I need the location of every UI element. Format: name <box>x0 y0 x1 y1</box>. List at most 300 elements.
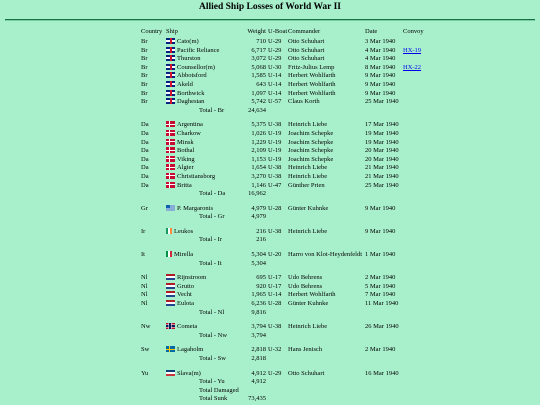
ship-cell <box>166 291 247 300</box>
total-damaged-value <box>247 387 266 396</box>
commander-cell: Otto Schuhart <box>288 38 325 45</box>
ship-name: Daghestan <box>177 98 205 106</box>
commander-cell: Otto Schuhart <box>288 46 325 54</box>
date-cell: 7 Mar 1940 <box>365 291 396 299</box>
commander-cell: Otto Schuhart <box>288 369 325 377</box>
ship-name: Eulota <box>177 300 194 308</box>
convoy-cell <box>403 283 424 292</box>
total-value: 16,962 <box>248 190 266 198</box>
table-row <box>141 251 424 260</box>
total-damaged-row <box>141 387 424 396</box>
date-cell: 4 Mar 1940 <box>365 55 396 63</box>
table-row <box>141 47 424 56</box>
commander-cell: Harro von Klot-Heydenfeldt <box>288 251 363 259</box>
commander-cell: Udo Behrens <box>288 274 323 282</box>
country-cell: Da <box>141 164 149 172</box>
date-cell: 11 Mar 1940 <box>365 300 399 308</box>
date-cell: 26 Mar 1940 <box>365 323 399 331</box>
table-row <box>141 300 424 309</box>
commander-cell: Heinrich Liebe <box>288 164 328 172</box>
commander-cell: Heinrich Liebe <box>288 172 328 180</box>
flag-br-icon <box>166 81 175 87</box>
total-row <box>141 260 424 269</box>
ship-name: Algier <box>177 164 194 172</box>
ship-cell <box>166 64 247 73</box>
weight-cell: 4,912 <box>251 369 266 377</box>
uboat-cell: U-29 <box>268 55 282 63</box>
flag-br-icon <box>166 38 175 44</box>
weight-cell: 6,717 <box>251 46 266 54</box>
header-weight: Weight <box>247 28 266 36</box>
date-cell: 9 Mar 1940 <box>365 80 396 88</box>
uboat-cell: U-14 <box>268 72 282 80</box>
weight-cell: 4,979 <box>251 204 266 212</box>
date-cell: 9 Mar 1940 <box>365 72 396 80</box>
table-row <box>141 323 424 332</box>
date-cell: 20 Mar 1940 <box>365 155 399 163</box>
total-value: 24,634 <box>248 106 266 114</box>
country-cell: Nw <box>141 323 151 331</box>
uboat-cell: U-38 <box>268 121 282 129</box>
convoy-cell <box>403 47 424 56</box>
ship-name: Bothal <box>177 147 195 155</box>
weight-cell: 695 <box>256 274 266 282</box>
table-row <box>141 90 424 99</box>
flag-da-icon <box>166 147 175 153</box>
country-cell: Da <box>141 121 149 129</box>
country-cell: Br <box>141 98 148 106</box>
ship-name: Counsellor(m) <box>177 63 215 71</box>
flag-nl-icon <box>166 274 175 280</box>
table-row <box>141 173 424 182</box>
total-value: 4,979 <box>251 213 266 221</box>
uboat-cell: U-38 <box>268 172 282 180</box>
convoy-link[interactable]: HX-22 <box>403 63 422 71</box>
convoy-cell <box>403 164 424 173</box>
date-cell: 25 Mar 1940 <box>365 98 399 106</box>
ship-name: Slava(m) <box>177 369 201 377</box>
total-row <box>141 378 424 387</box>
table-row <box>141 121 424 130</box>
total-label: Total - Gr <box>199 213 225 221</box>
ship-cell <box>166 173 247 182</box>
flag-da-icon <box>166 121 175 127</box>
total-label: Total - Ir <box>199 236 223 244</box>
flag-br-icon <box>166 47 175 53</box>
country-cell: Br <box>141 46 148 54</box>
flag-nw-icon <box>166 323 175 329</box>
uboat-cell: U-29 <box>268 369 282 377</box>
commander-cell: Günther Prien <box>288 181 325 189</box>
convoy-cell <box>403 205 424 214</box>
ship-cell <box>166 139 247 148</box>
total-row <box>141 309 424 318</box>
convoy-cell <box>403 38 424 47</box>
flag-br-icon <box>166 64 175 70</box>
ship-name: Lagaholm <box>177 346 204 354</box>
weight-cell: 216 <box>256 227 266 235</box>
flag-br-icon <box>166 72 175 78</box>
ship-name: Grutto <box>177 282 194 290</box>
weight-cell: 3,794 <box>251 323 266 331</box>
weight-cell: 1,229 <box>251 138 266 146</box>
country-cell: Br <box>141 80 148 88</box>
table-row <box>141 228 424 237</box>
ship-cell <box>166 81 247 90</box>
table-row <box>141 205 424 214</box>
ship-cell <box>166 47 247 56</box>
ship-name: Rijnstroom <box>177 274 207 282</box>
ship-cell <box>166 182 247 191</box>
total-label: Total - Nl <box>199 308 225 316</box>
table-row <box>141 283 424 292</box>
convoy-cell <box>403 55 424 64</box>
weight-cell: 920 <box>256 282 266 290</box>
ship-cell <box>166 205 247 214</box>
ship-name: Leukos <box>174 227 194 235</box>
commander-cell: Joachim Schepke <box>288 147 334 155</box>
date-cell: 21 Mar 1940 <box>365 172 399 180</box>
flag-da-icon <box>166 139 175 145</box>
horizontal-rule <box>5 19 535 21</box>
table-row <box>141 98 424 107</box>
uboat-cell: U-38 <box>268 227 282 235</box>
total-value: 3,794 <box>251 331 266 339</box>
header-country: Country <box>141 28 163 36</box>
weight-cell: 1,146 <box>251 181 266 189</box>
weight-cell: 2,109 <box>251 147 266 155</box>
weight-cell: 1,654 <box>251 164 266 172</box>
ship-cell <box>166 323 247 332</box>
convoy-cell <box>403 72 424 81</box>
convoy-cell <box>403 90 424 99</box>
commander-cell: Heinrich Liebe <box>288 227 328 235</box>
commander-cell: Joachim Schepke <box>288 155 334 163</box>
ship-cell <box>166 251 247 260</box>
ship-name: Thurston <box>177 55 201 63</box>
total-value: 4,912 <box>251 378 266 386</box>
uboat-cell: U-47 <box>268 181 282 189</box>
total-label: Total - It <box>199 259 222 267</box>
flag-br-icon <box>166 90 175 96</box>
ship-name: Vecht <box>177 291 192 299</box>
table-row <box>141 291 424 300</box>
header-uboat: U-Boat <box>268 28 288 36</box>
weight-cell: 643 <box>256 80 266 88</box>
weight-cell: 3,270 <box>251 172 266 180</box>
country-cell: Da <box>141 138 149 146</box>
uboat-cell: U-19 <box>268 147 282 155</box>
total-row <box>141 332 424 341</box>
date-cell: 25 Mar 1940 <box>365 181 399 189</box>
table-row <box>141 147 424 156</box>
total-row <box>141 355 424 364</box>
flag-it-icon <box>166 251 172 257</box>
flag-da-icon <box>166 156 175 162</box>
commander-cell: Heinrich Liebe <box>288 323 328 331</box>
ship-name: Cato(m) <box>177 38 199 45</box>
country-cell: Sw <box>141 346 150 354</box>
flag-da-icon <box>166 164 175 170</box>
uboat-cell: U-57 <box>268 98 282 106</box>
ship-name: Cometa <box>177 323 198 331</box>
weight-cell: 2,818 <box>251 346 266 354</box>
commander-cell: Joachim Schepke <box>288 129 334 137</box>
ship-losses-table <box>141 27 424 404</box>
total-sunk-value: 73,435 <box>248 395 266 403</box>
convoy-cell <box>403 81 424 90</box>
ship-name: Abbotsford <box>177 72 207 80</box>
total-label: Total - Nw <box>199 331 228 339</box>
commander-cell: Claus Korth <box>288 98 320 106</box>
table-row <box>141 182 424 191</box>
country-cell: Da <box>141 147 149 155</box>
total-sunk-row <box>141 395 424 404</box>
ship-cell <box>166 228 247 237</box>
country-cell: Gr <box>141 204 148 212</box>
uboat-cell: U-29 <box>268 46 282 54</box>
ship-cell <box>166 55 247 64</box>
ship-cell <box>166 130 247 139</box>
weight-cell: 1,153 <box>251 155 266 163</box>
header-ship: Ship <box>166 28 178 36</box>
country-cell: Nl <box>141 291 148 299</box>
total-row <box>141 107 424 116</box>
country-cell: Br <box>141 38 148 45</box>
uboat-cell: U-29 <box>268 38 282 45</box>
convoy-cell <box>403 98 424 107</box>
date-cell: 2 Mar 1940 <box>365 346 396 354</box>
flag-da-icon <box>166 182 175 188</box>
country-cell: Br <box>141 63 148 71</box>
weight-cell: 5,375 <box>251 121 266 129</box>
total-label: Total - Yu <box>199 378 225 386</box>
country-cell: Da <box>141 172 149 180</box>
weight-cell: 6,236 <box>251 300 266 308</box>
convoy-cell <box>403 173 424 182</box>
convoy-cell <box>403 251 424 260</box>
date-cell: 9 Mar 1940 <box>365 89 396 97</box>
commander-cell: Otto Schuhart <box>288 55 325 63</box>
ship-name: Borthwick <box>177 89 205 97</box>
date-cell: 4 Mar 1940 <box>365 46 396 54</box>
date-cell: 5 Mar 1940 <box>365 282 396 290</box>
ship-name: Argentina <box>177 121 203 129</box>
total-value: 5,304 <box>251 259 266 267</box>
flag-nl-icon <box>166 300 175 306</box>
flag-nl-icon <box>166 291 175 297</box>
country-cell: Nl <box>141 300 148 308</box>
weight-cell: 1,585 <box>251 72 266 80</box>
flag-gr-icon <box>166 205 175 211</box>
date-cell: 17 Mar 1940 <box>365 121 399 129</box>
table-row <box>141 38 424 47</box>
commander-cell: Herbert Wohlfarth <box>288 291 336 299</box>
total-label: Total - Da <box>199 190 226 198</box>
flag-sw-icon <box>166 346 175 352</box>
country-cell: Br <box>141 89 148 97</box>
table-row <box>141 346 424 355</box>
ship-cell <box>166 90 247 99</box>
ship-name: P. Margaronis <box>177 204 213 212</box>
total-label: Total - Br <box>199 106 225 114</box>
date-cell: 3 Mar 1940 <box>365 38 396 45</box>
commander-cell: Günter Kuhnke <box>288 204 329 212</box>
convoy-link[interactable]: HX-19 <box>403 46 422 54</box>
table-row <box>141 274 424 283</box>
flag-da-icon <box>166 173 175 179</box>
total-row <box>141 236 424 245</box>
date-cell: 8 Mar 1940 <box>365 63 396 71</box>
uboat-cell: U-14 <box>268 291 282 299</box>
uboat-cell: U-14 <box>268 80 282 88</box>
country-cell: Br <box>141 55 148 63</box>
ship-cell <box>166 156 247 165</box>
date-cell: 9 Mar 1940 <box>365 227 396 235</box>
date-cell: 1 Mar 1940 <box>365 251 396 259</box>
date-cell: 2 Mar 1940 <box>365 274 396 282</box>
date-cell: 20 Mar 1940 <box>365 147 399 155</box>
uboat-cell: U-19 <box>268 155 282 163</box>
country-cell: Da <box>141 181 149 189</box>
uboat-cell: U-38 <box>268 164 282 172</box>
table-row <box>141 64 424 73</box>
total-value: 9,816 <box>251 308 266 316</box>
table-row <box>141 164 424 173</box>
country-cell: Da <box>141 129 149 137</box>
header-commander: Commander <box>288 28 321 36</box>
uboat-cell: U-30 <box>268 63 282 71</box>
flag-da-icon <box>166 130 175 136</box>
convoy-cell <box>403 147 424 156</box>
weight-cell: 1,026 <box>251 129 266 137</box>
commander-cell: Hans Jenisch <box>288 346 323 354</box>
ship-name: Pacific Reliance <box>177 46 220 54</box>
convoy-cell <box>403 274 424 283</box>
country-cell: Br <box>141 72 148 80</box>
convoy-cell <box>403 130 424 139</box>
ship-cell <box>166 72 247 81</box>
commander-cell: Günter Kuhnke <box>288 300 329 308</box>
convoy-cell <box>403 139 424 148</box>
ship-name: Britta <box>177 181 192 189</box>
convoy-cell <box>403 121 424 130</box>
convoy-cell <box>403 370 424 379</box>
convoy-cell <box>403 291 424 300</box>
flag-yu-icon <box>166 370 175 376</box>
total-row <box>141 190 424 199</box>
total-label: Total - Sw <box>199 355 226 362</box>
convoy-cell <box>403 300 424 309</box>
uboat-cell: U-20 <box>268 251 282 259</box>
uboat-cell: U-19 <box>268 129 282 137</box>
ship-name: Viking <box>177 155 195 163</box>
convoy-cell <box>403 182 424 191</box>
commander-cell: Heinrich Liebe <box>288 121 328 129</box>
ship-cell <box>166 283 247 292</box>
weight-cell: 5,304 <box>251 251 266 259</box>
uboat-cell: U-32 <box>268 346 282 354</box>
country-cell: Nl <box>141 274 148 282</box>
uboat-cell: U-28 <box>268 300 282 308</box>
table-row <box>141 55 424 64</box>
date-cell: 9 Mar 1940 <box>365 204 396 212</box>
ship-cell <box>166 300 247 309</box>
total-sunk-label: Total Sunk <box>199 395 228 403</box>
ship-cell <box>166 38 247 47</box>
convoy-cell <box>403 156 424 165</box>
weight-cell: 5,742 <box>251 98 266 106</box>
ship-name: Mirella <box>174 251 194 259</box>
total-row <box>141 213 424 222</box>
table-row <box>141 156 424 165</box>
table-row <box>141 72 424 81</box>
weight-cell: 1,965 <box>251 291 266 299</box>
commander-cell: Fritz-Julius Lemp <box>288 63 335 71</box>
country-cell: It <box>141 251 145 259</box>
country-cell: Da <box>141 155 149 163</box>
ship-cell <box>166 98 247 107</box>
uboat-cell: U-14 <box>268 89 282 97</box>
header-date: Date <box>365 28 378 36</box>
ship-cell <box>166 346 247 355</box>
total-value: 2,818 <box>251 355 266 362</box>
date-cell: 21 Mar 1940 <box>365 164 399 172</box>
header-convoy: Convoy <box>403 28 424 36</box>
uboat-cell: U-17 <box>268 274 282 282</box>
country-cell: Nl <box>141 282 148 290</box>
date-cell: 16 Mar 1940 <box>365 369 399 377</box>
header-row <box>141 27 424 38</box>
commander-cell: Udo Behrens <box>288 282 323 290</box>
uboat-cell: U-17 <box>268 282 282 290</box>
table-row <box>141 130 424 139</box>
ship-name: Minsk <box>177 138 194 146</box>
table-row <box>141 81 424 90</box>
ship-name: Charkow <box>177 129 201 137</box>
uboat-cell: U-28 <box>268 204 282 212</box>
table-row <box>141 370 424 379</box>
convoy-cell <box>403 64 424 73</box>
commander-cell: Herbert Wohlfarth <box>288 72 336 80</box>
country-cell: Ir <box>141 227 146 235</box>
ship-name: Christiansborg <box>177 172 216 180</box>
weight-cell: 710 <box>256 38 266 45</box>
country-cell: Yu <box>141 369 149 377</box>
weight-cell: 1,097 <box>251 89 266 97</box>
total-value: 216 <box>256 236 266 244</box>
ship-name: Akeld <box>177 80 193 88</box>
date-cell: 19 Mar 1940 <box>365 129 399 137</box>
ship-cell <box>166 164 247 173</box>
convoy-cell <box>403 228 424 237</box>
ship-cell <box>166 121 247 130</box>
ship-cell <box>166 370 247 379</box>
commander-cell: Herbert Wohlfarth <box>288 89 336 97</box>
total-damaged-label: Total Damaged <box>199 386 239 394</box>
flag-nl-icon <box>166 283 175 289</box>
convoy-cell <box>403 323 424 332</box>
weight-cell: 5,068 <box>251 63 266 71</box>
uboat-cell: U-19 <box>268 138 282 146</box>
commander-cell: Herbert Wohlfarth <box>288 80 336 88</box>
uboat-cell: U-38 <box>268 323 282 331</box>
commander-cell: Joachim Schepke <box>288 138 334 146</box>
date-cell: 19 Mar 1940 <box>365 138 399 146</box>
table-row <box>141 139 424 148</box>
flag-br-icon <box>166 98 175 104</box>
flag-br-icon <box>166 55 175 61</box>
